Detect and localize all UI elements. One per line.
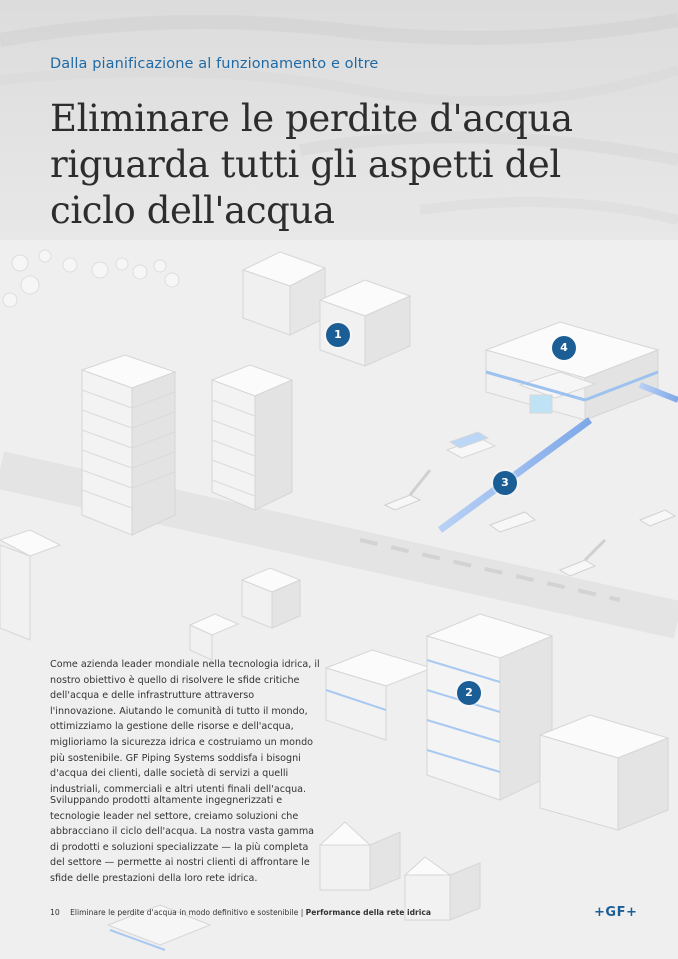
title-line: Eliminare le perdite d'acqua [50, 97, 573, 140]
marker-1[interactable]: 1 [326, 323, 350, 347]
title-line: riguarda tutti gli aspetti del [50, 143, 561, 186]
tower-right [212, 365, 292, 510]
page-title [50, 96, 650, 234]
page-number: 10 [50, 908, 60, 917]
footer-doc-title: Eliminare le perdite d'acqua in modo definitivo e sostenibile [70, 908, 299, 917]
marker-3[interactable]: 3 [493, 471, 517, 495]
marker-2[interactable]: 2 [457, 681, 481, 705]
gf-logo: +GF+ [594, 905, 638, 920]
body-paragraph-2: Sviluppando prodotti altamente ingegnerizzati e tecnologie leader nel settore, creiamo soluzioni che abbracciano il ciclo dell'acqua. La nostra vasta gamma di prodotti e soluzioni specializzate — la più completa del settore — permette ai nostri clienti di affrontare le sfide delle prestazioni della loro rete idrica. [50, 795, 315, 884]
marker-4[interactable]: 4 [552, 336, 576, 360]
footer-section: Performance della rete idrica [305, 908, 432, 917]
section-kicker: Dalla pianificazione al funzionamento e oltre [50, 56, 379, 72]
footer-separator: | [300, 908, 306, 917]
body-paragraph-1: Come azienda leader mondiale nella tecnologia idrica, il nostro obiettivo è quello di risolvere le sfide critiche dell'acqua e delle infrastrutture attraverso l'innovazione. Aiutando le comunità di tutto il mondo, ottimizziamo la gestione delle risorse e dell'acqua, miglioriamo la sicurezza idrica e costruiamo un mondo più sostenibile. GF Piping Systems soddisfa i bisogni d'acqua dei clienti, dalle società di servizi a quelli industriali, commerciali e altri utenti finali dell'acqua. [50, 659, 320, 795]
tower-left [82, 355, 175, 535]
title-line: ciclo dell'acqua [50, 189, 335, 232]
page-footer [50, 908, 431, 917]
